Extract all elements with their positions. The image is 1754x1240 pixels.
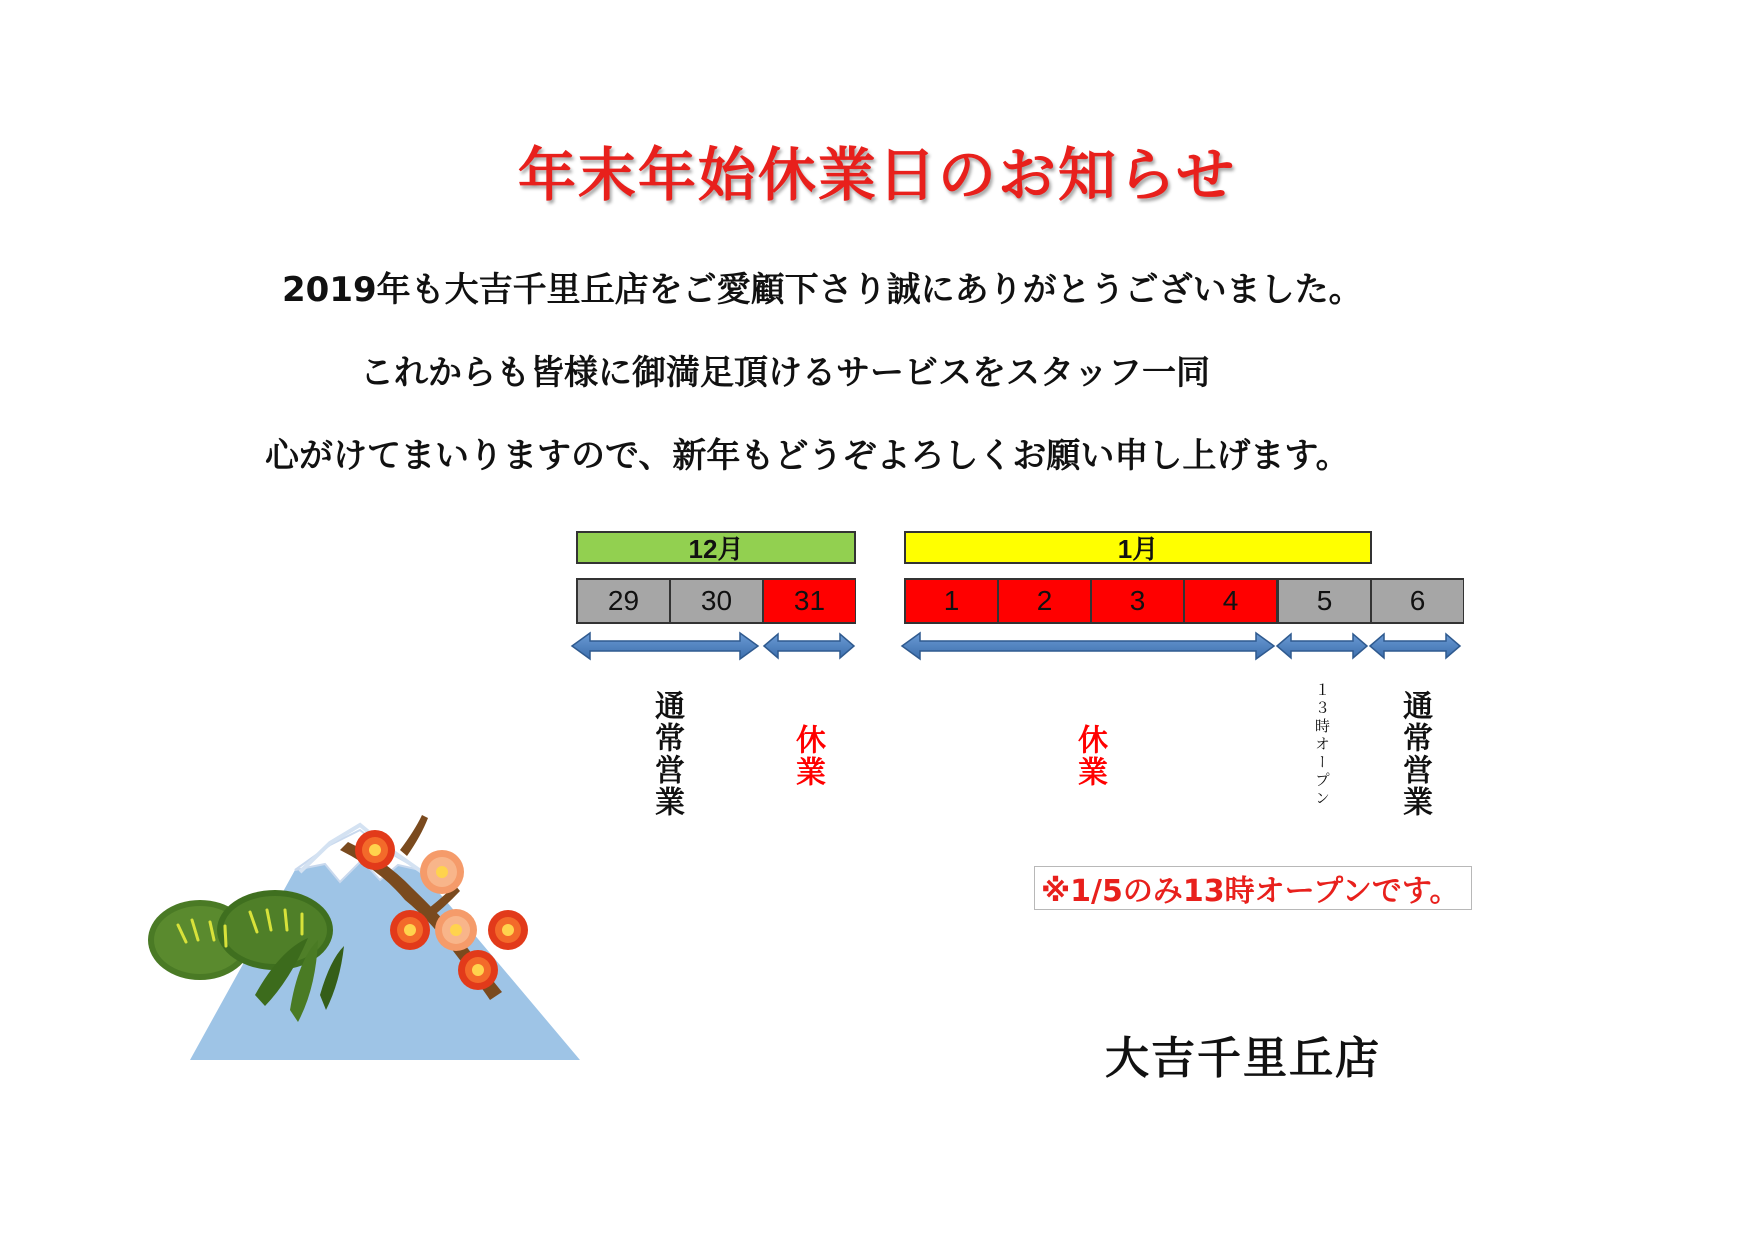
day-cell-jan-5: 5 — [1277, 578, 1371, 624]
message-line-3: 心がけてまいりますので、新年もどうぞよろしくお願い申し上げます。 — [265, 436, 1350, 476]
new-year-illustration — [130, 760, 590, 1080]
day-cell-dec-29: 29 — [576, 578, 670, 624]
day-cell-jan-4: 4 — [1183, 578, 1277, 624]
month-header-december: 12月 — [576, 531, 856, 564]
day-cell-jan-1: 1 — [904, 578, 998, 624]
day-cell-dec-30: 30 — [669, 578, 763, 624]
double-arrow-icon — [1277, 634, 1367, 658]
label-normal-business-dec: 通常営業 — [649, 690, 684, 818]
label-closed-dec: 休業 — [790, 724, 825, 788]
message-line-2: これからも皆様に御満足頂けるサービスをスタッフ一同 — [360, 353, 1210, 393]
shop-name: 大吉千里丘店 — [1105, 1033, 1381, 1084]
page-title: 年末年始休業日のお知らせ — [517, 141, 1237, 209]
day-cell-jan-3: 3 — [1090, 578, 1184, 624]
double-arrow-icon — [1370, 634, 1460, 658]
double-arrow-icon — [572, 633, 758, 659]
label-13-oclock-open: １３時オープン — [1313, 682, 1331, 808]
month-header-january: 1月 — [904, 531, 1372, 564]
day-cell-dec-31: 31 — [762, 578, 856, 624]
message-line-1: 2019年も大吉千里丘店をご愛顧下さり誠にありがとうございました。 — [282, 270, 1363, 310]
double-arrow-icon — [764, 634, 854, 658]
day-cell-jan-2: 2 — [997, 578, 1091, 624]
day-cell-jan-6: 6 — [1370, 578, 1464, 624]
label-normal-business-jan: 通常営業 — [1397, 690, 1432, 818]
special-hours-note: ※1/5のみ13時オープンです。 — [1034, 866, 1472, 910]
label-closed-jan: 休業 — [1072, 724, 1107, 788]
double-arrow-icon — [902, 633, 1274, 659]
